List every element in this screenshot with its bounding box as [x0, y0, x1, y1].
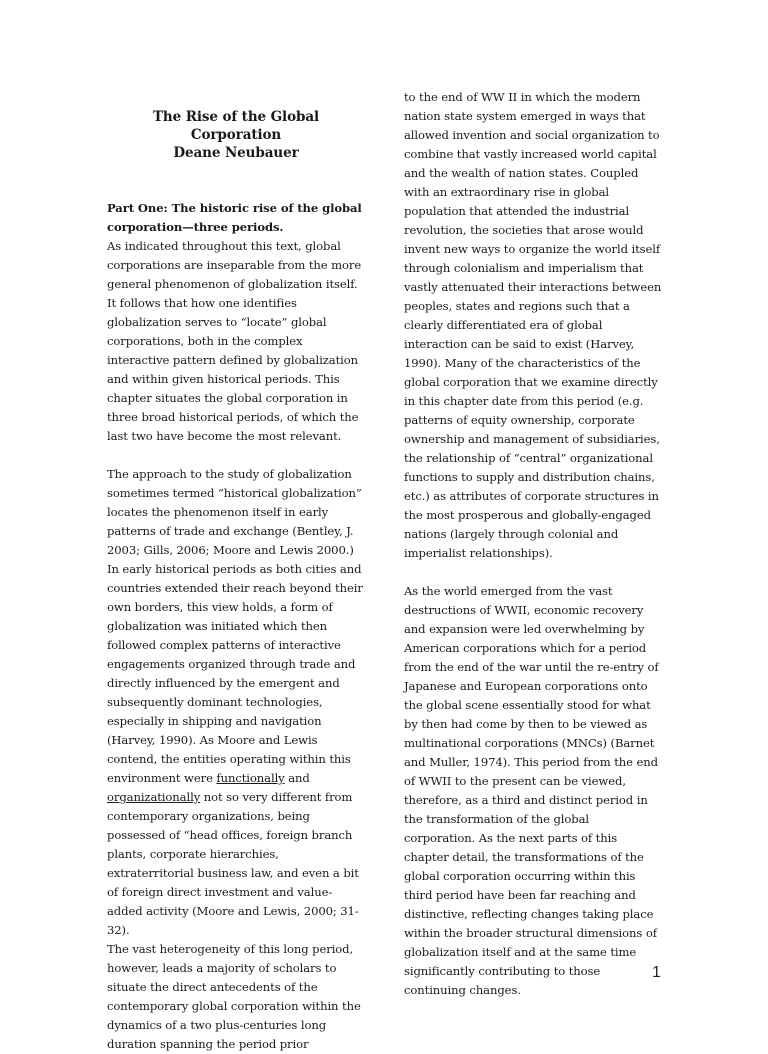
paragraph-heterogeneity: The vast heterogeneity of this long period, however, leads a majority of scholars to situate the direct antecedents of the contemporary global corporation within the dynamics of a two plus-centuries long duration spanning the period prior [107, 942, 361, 1051]
paragraph-historical-globalization [107, 465, 365, 940]
paragraph-intro: As indicated throughout this text, global corporations are inseparable from the more general phenomenon of globalization itself. It follows that how one identifies globalization serves to “locate” global corporations, both in the complex interactive pattern defined by globalization and within given historical periods. This chapter situates the global corporation in three broad historical periods, of which the last two have become the most relevant. [107, 239, 362, 443]
paragraph-gap [404, 563, 662, 582]
underlined-term-organizationally: organizationally [107, 790, 201, 804]
paragraph-text: The approach to the study of globalization sometimes termed “historical globalization” locates the phenomenon itself in early patterns of trade and exchange (Bentley, J. 2003; Gills, 2006; Moore and Lewis 2000.) In early historical periods as both cities and countries extended their reach beyond their own borders, this view holds, a form of globalization was initiated which then followed complex patterns of interactive engagements organized through trade and directly influenced by the emergent and subsequently dominant technologies, especially in shipping and navigation (Harvey, 1990). As Moore and Lewis contend, the entities operating within this environment were [107, 467, 363, 785]
document-author: Deane Neubauer [173, 145, 299, 161]
paragraph-text: and [284, 771, 310, 785]
title-block [107, 108, 365, 162]
paragraph-text: not so very different from contemporary organizations, being possessed of “head offices, foreign branch plants, corporate hierarchies, extraterritorial business law, and even a bit of foreign direct investment and value-added activity (Moore and Lewis, 2000; 31-32). [107, 790, 359, 937]
paragraph-nation-state: to the end of WW II in which the modern nation state system emerged in ways that allowed invention and social organization to combine that vastly increased world capital and the wealth of nation states. Coupled with an extraordinary rise in global population that attended the industrial revolution, the societies that arose would invent new ways to organize the world itself through colonialism and imperialism that vastly attenuated their interactions between peoples, states and regions such that a clearly differentiated era of global interaction can be said to exist (Harvey, 1990). Many of the characteristics of the global corporation that we examine directly in this chapter date from this period (e.g. patterns of equity ownership, corporate ownership and management of subsidiaries, the relationship of “central” organizational functions to supply and distribution chains, etc.) as attributes of corporate structures in the most prosperous and globally-engaged nations (largely through colonial and imperialist relationships). [404, 90, 662, 560]
page-number: 1 [652, 964, 661, 981]
paragraph-post-wwii: As the world emerged from the vast destructions of WWII, economic recovery and expansion were led overwhelming by American corporations which for a period from the end of the war until the re-entry of Japanese and European corporations onto the global scene essentially stood for what by then had come by then to be viewed as multinational corporations (MNCs) (Barnet and Muller, 1974). This period from the end of WWII to the present can be viewed, therefore, as a third and distinct period in the transformation of the global corporation. As the next parts of this chapter detail, the transformations of the global corporation occurring within this third period have been far reaching and distinctive, reflecting changes taking place within the broader structural dimensions of globalization itself and at the same time significantly contributing to those continuing changes. [404, 584, 659, 997]
left-column [107, 88, 365, 1054]
document-title: The Rise of the Global Corporation [152, 109, 320, 143]
underlined-term-functionally: functionally [216, 771, 285, 785]
section-heading: Part One: The historic rise of the global corporation—three periods. [107, 201, 362, 234]
right-column [404, 88, 662, 1000]
paragraph-gap [107, 446, 365, 465]
